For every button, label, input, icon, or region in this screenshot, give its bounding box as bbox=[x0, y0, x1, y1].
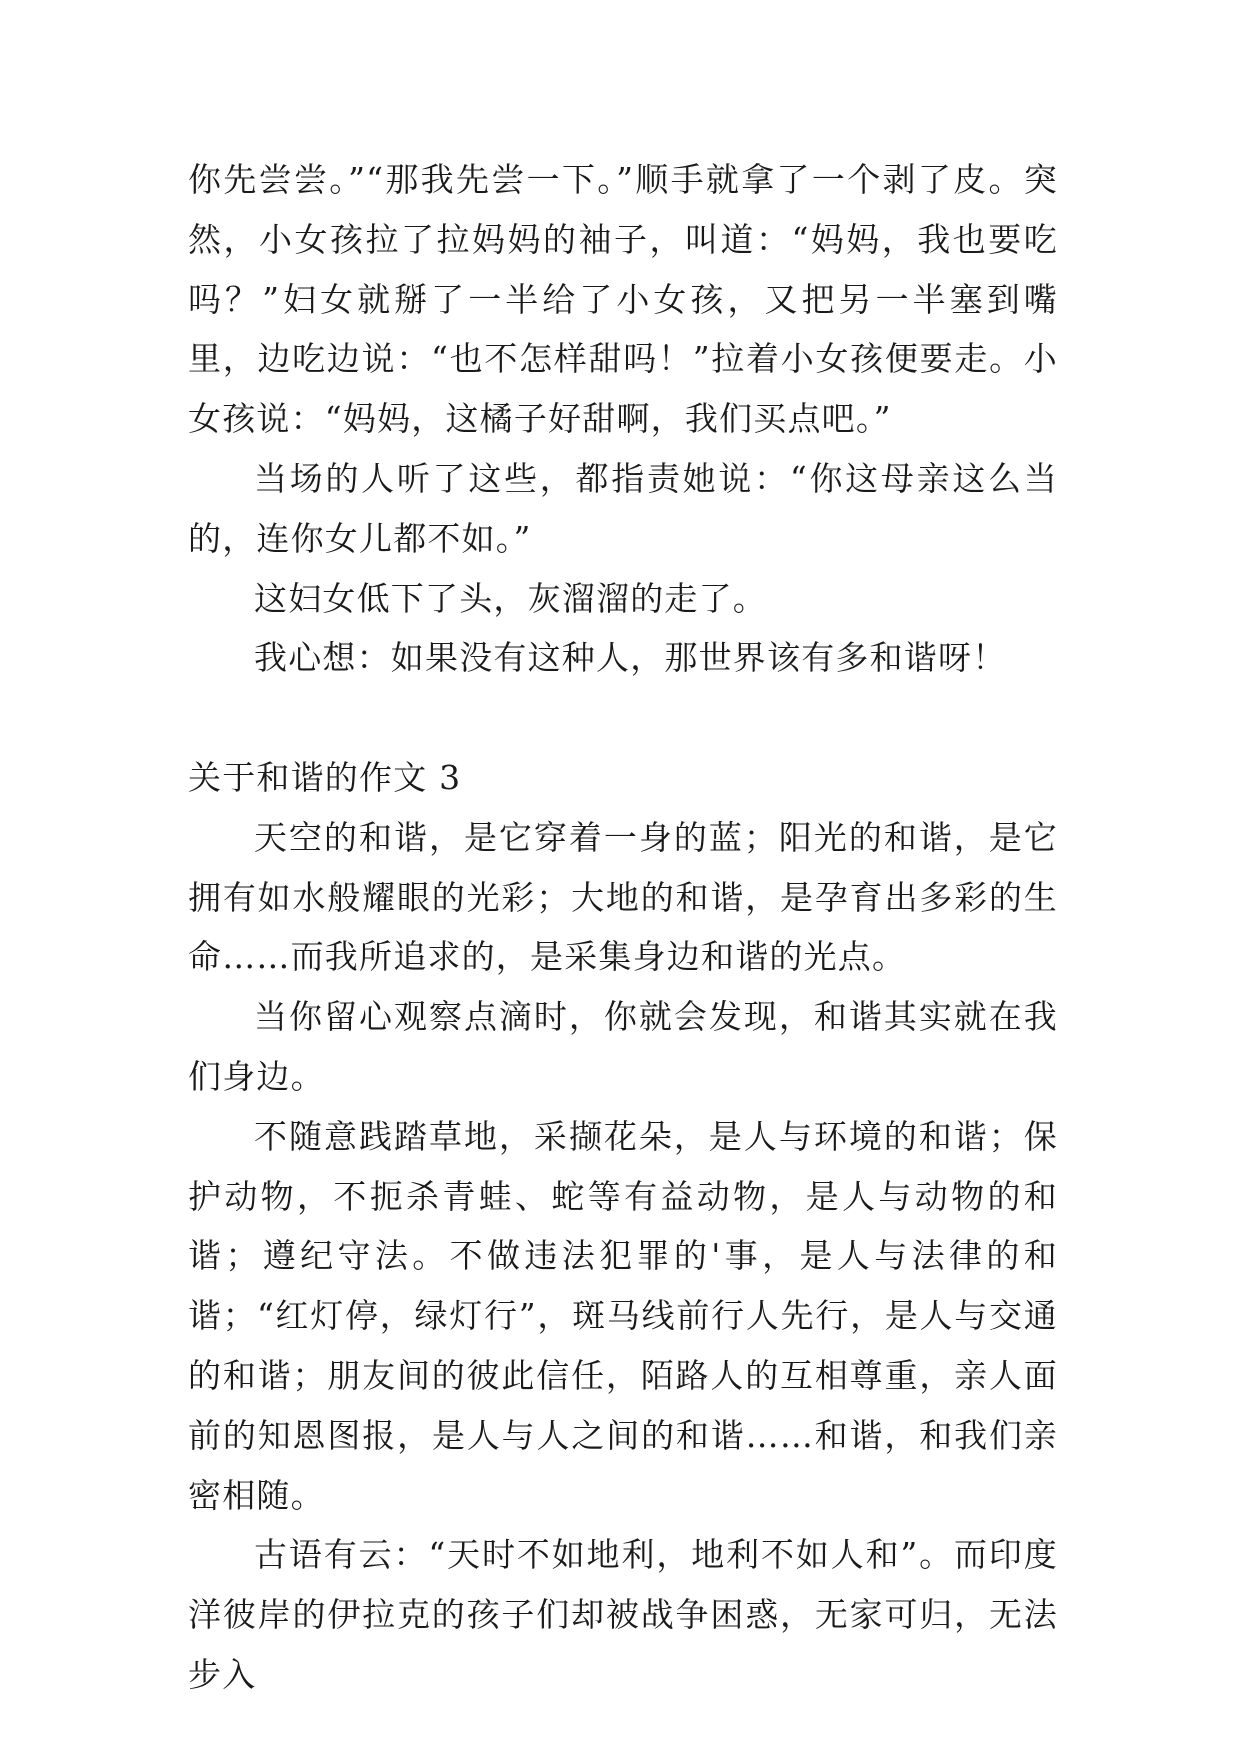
paragraph: 古语有云：“天时不如地利，地利不如人和”。而印度洋彼岸的伊拉克的孩子们却被战争困惑，无家可归，无法步入 bbox=[188, 1535, 1058, 1694]
paragraph: 这妇女低下了头，灰溜溜的走了。 bbox=[254, 578, 767, 618]
paragraph: 天空的和谐，是它穿着一身的蓝；阳光的和谐，是它拥有如水般耀眼的光彩；大地的和谐，是孕育出多彩的生命……而我所追求的，是采集身边和谐的光点。 bbox=[188, 817, 1058, 977]
paragraph: 当场的人听了这些，都指责她说：“你这母亲这么当的，连你女儿都不如。” bbox=[188, 458, 1058, 558]
paragraph: 不随意践踏草地，采撷花朵，是人与环境的和谐；保护动物，不扼杀青蛙、蛇等有益动物，是人与动物的和谐；遵纪守法。不做违法犯罪的'事，是人与法律的和谐；“红灯停，绿灯行”，斑马线前行人先行，是人与交通的和谐；朋友间的彼此信任，陌路人的互相尊重，亲人面前的知恩图报，是人与人之间的和谐……和谐，和我们亲密相随。 bbox=[188, 1116, 1058, 1515]
document-body bbox=[188, 150, 1058, 1705]
paragraph: 你先尝尝。”“那我先尝一下。”顺手就拿了一个剥了皮。突然，小女孩拉了拉妈妈的袖子，叫道：“妈妈，我也要吃吗？”妇女就掰了一半给了小女孩，又把另一半塞到嘴里，边吃边说：“也不怎样甜吗！”拉着小女孩便要走。小女孩说：“妈妈，这橘子好甜啊，我们买点吧。” bbox=[188, 160, 1058, 439]
paragraph: 当你留心观察点滴时，你就会发现，和谐其实就在我们身边。 bbox=[188, 997, 1058, 1096]
paragraph: 我心想：如果没有这种人，那世界该有多和谐呀！ bbox=[254, 638, 1007, 678]
section-title: 关于和谐的作文 3 bbox=[188, 757, 462, 797]
